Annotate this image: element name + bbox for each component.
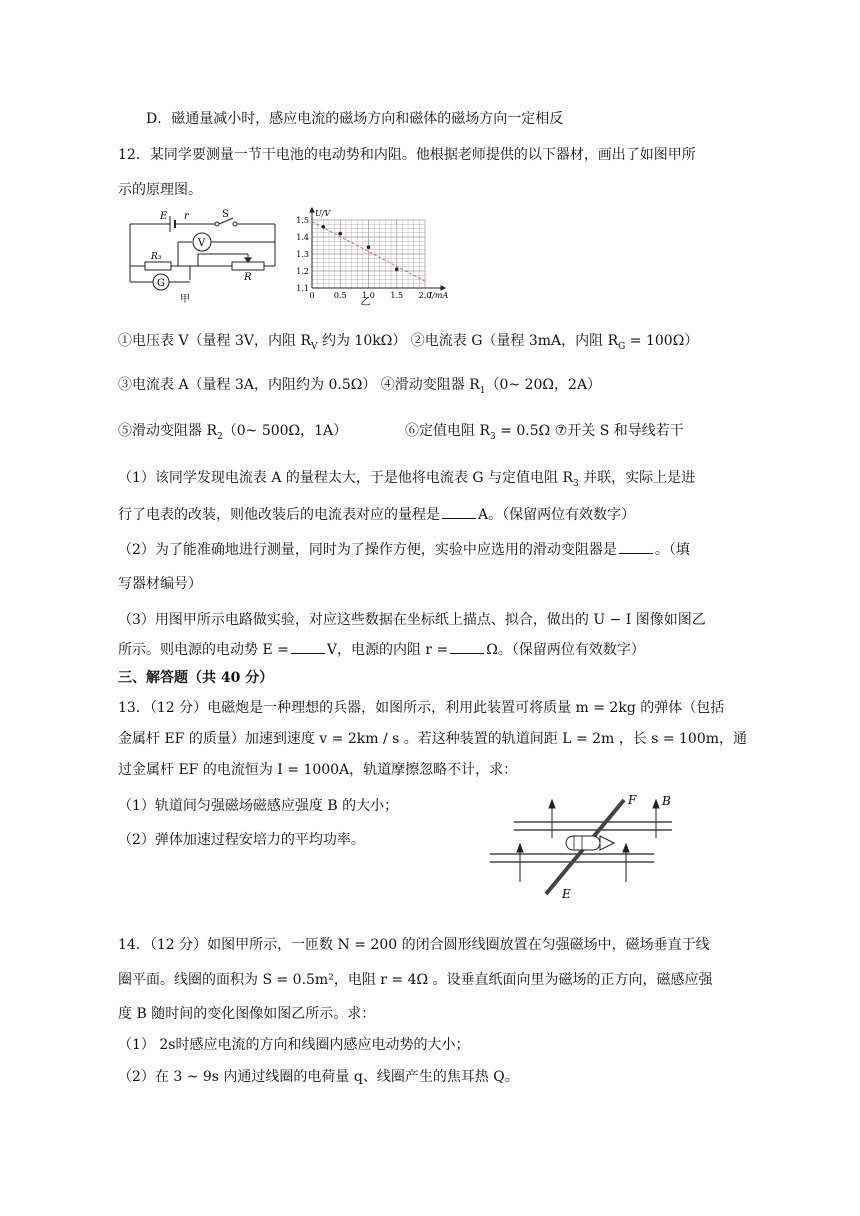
- ui-graph: [290, 208, 480, 306]
- railgun-label-b: B: [662, 794, 671, 808]
- question-14-text: 14．（12 分）如图甲所示，一匝数 N = 200 的闭合圆形线圈放置在匀强磁场中，磁场垂直于线: [118, 937, 710, 953]
- equipment-line-1: ①电压表 V（量程 3V，内阻 $R_V$ 约为 10kΩ） ②电流表 G（量程 3mA，内阻 $R_G = 100\Omega$）: [118, 333, 699, 352]
- y-axis-label: U/V: [315, 209, 331, 218]
- x-axis-arrow: [441, 286, 445, 290]
- data-point: [395, 268, 399, 272]
- y-axis-arrow: [310, 208, 314, 212]
- x-tick-label: 1.5: [390, 291, 404, 300]
- subquestion-3: （3）用图甲所示电路做实验，对应这些数据在坐标纸上描点、拟合，做出的 U − I 图像如图乙: [118, 612, 706, 628]
- section-title: 三、解答题（共 40 分）: [118, 670, 274, 686]
- answer-blank[interactable]: [450, 639, 484, 654]
- answer-blank[interactable]: [619, 539, 653, 554]
- question-13-part-2: （2）弹体加速过程安培力的平均功率。: [118, 832, 365, 848]
- answer-blank[interactable]: [442, 504, 476, 519]
- y-tick-label: 1.1: [296, 284, 309, 293]
- equipment-line-2: ③电流表 A（量程 3A，内阻约为 0.5Ω） ④滑动变阻器 $R_1(0\sim$ 20Ω，2A）: [118, 377, 602, 396]
- question-13-text-cont2: 过金属杆 EF 的电流恒为 I = 1000A，轨道摩擦忽略不计，求：: [118, 762, 518, 778]
- data-point: [322, 225, 326, 229]
- y-tick-label: 1.4: [296, 233, 309, 242]
- answer-blank[interactable]: [291, 639, 325, 654]
- question-13-part-1: （1）轨道间匀强磁场磁感应强度 B 的大小；: [118, 798, 399, 814]
- y-tick-label: 1.2: [296, 267, 309, 276]
- question-12-text-cont: 示的原理图。: [118, 182, 202, 198]
- question-14-part-2: （2）在 3 ~ 9s 内通过线圈的电荷量 q、线圈产生的焦耳热 Q。: [118, 1069, 519, 1085]
- x-tick-label: 0: [309, 291, 315, 300]
- circuit-diagram: [120, 210, 290, 306]
- question-13-text: 13．（12 分）电磁炮是一种理想的兵器，如图所示，利用此装置可将质量 m = 2kg 的弹体（包括: [118, 700, 725, 716]
- question-12-text: 12．某同学要测量一节干电池的电动势和内阻。他根据老师提供的以下器材，画出了如图甲所: [118, 147, 696, 163]
- data-point: [367, 245, 371, 249]
- y-tick-label: 1.5: [296, 216, 309, 225]
- question-14-part-1: （1） 2s时感应电流的方向和线圈内感应电动势的大小；: [118, 1037, 470, 1053]
- question-14-text-cont2: 度 B 随时间的变化图像如图乙所示。求：: [118, 1006, 376, 1022]
- subquestion-1-cont: 行了电表的改装，则他改装后的电流表对应的量程是 A。（保留两位有效数字）: [118, 504, 635, 525]
- equipment-line-3: ⑤滑动变阻器 $R_2(0\sim$ 500Ω，1A）: [118, 423, 348, 442]
- x-axis-label: I/mA: [429, 291, 449, 300]
- question-13-text-cont: 金属杆 EF 的质量）加速到速度 v = 2km / s 。若这种装置的轨道间距 L = 2m ，长 s = 100m，通: [118, 731, 748, 747]
- y-tick-label: 1.3: [296, 250, 309, 259]
- circuit-label-v: V: [198, 238, 206, 249]
- railgun-label-e: E: [562, 887, 571, 901]
- subquestion-3-cont: 所示。则电源的电动势 E = V，电源的内阻 r = Ω。（保留两位有效数字）: [118, 639, 645, 660]
- railgun-diagram: [486, 790, 686, 900]
- railgun-label-f: F: [628, 793, 637, 807]
- subquestion-2-cont: 写器材编号）: [118, 576, 202, 592]
- circuit-label-rheostat: R: [244, 272, 252, 283]
- circuit-label-s: S: [222, 209, 229, 220]
- equipment-line-3b: ⑥定值电阻 $R_3 = 0.5\Omega$ ⑦开关 S 和导线若干: [405, 423, 684, 442]
- subquestion-1: （1）该同学发现电流表 A 的量程太大，于是他将电流表 G 与定值电阻 $R_3$ 并联，实际上是进: [118, 470, 696, 489]
- circuit-caption: 甲: [180, 294, 190, 305]
- circuit-label-e: E: [160, 211, 168, 222]
- circuit-label-r3: R₃: [151, 252, 162, 262]
- x-tick-label: 2.0: [418, 291, 432, 300]
- question-14-text-cont: 圈平面。线圈的面积为 S = 0.5m²，电阻 r = 4Ω 。设垂直纸面向里为磁场的正方向，磁感应强: [118, 972, 713, 988]
- circuit-label-r: r: [184, 211, 189, 222]
- option-d-text: D．磁通量减小时，感应电流的磁场方向和磁体的磁场方向一定相反: [146, 111, 564, 127]
- circuit-label-g: G: [157, 278, 165, 289]
- x-tick-label: 1.0: [362, 291, 375, 300]
- graph-caption: 乙: [360, 297, 371, 308]
- data-point: [338, 232, 342, 236]
- x-tick-label: 0.5: [333, 291, 347, 300]
- subquestion-2: （2）为了能准确地进行测量，同时为了操作方便，实验中应选用的滑动变阻器是 。（填: [118, 539, 690, 560]
